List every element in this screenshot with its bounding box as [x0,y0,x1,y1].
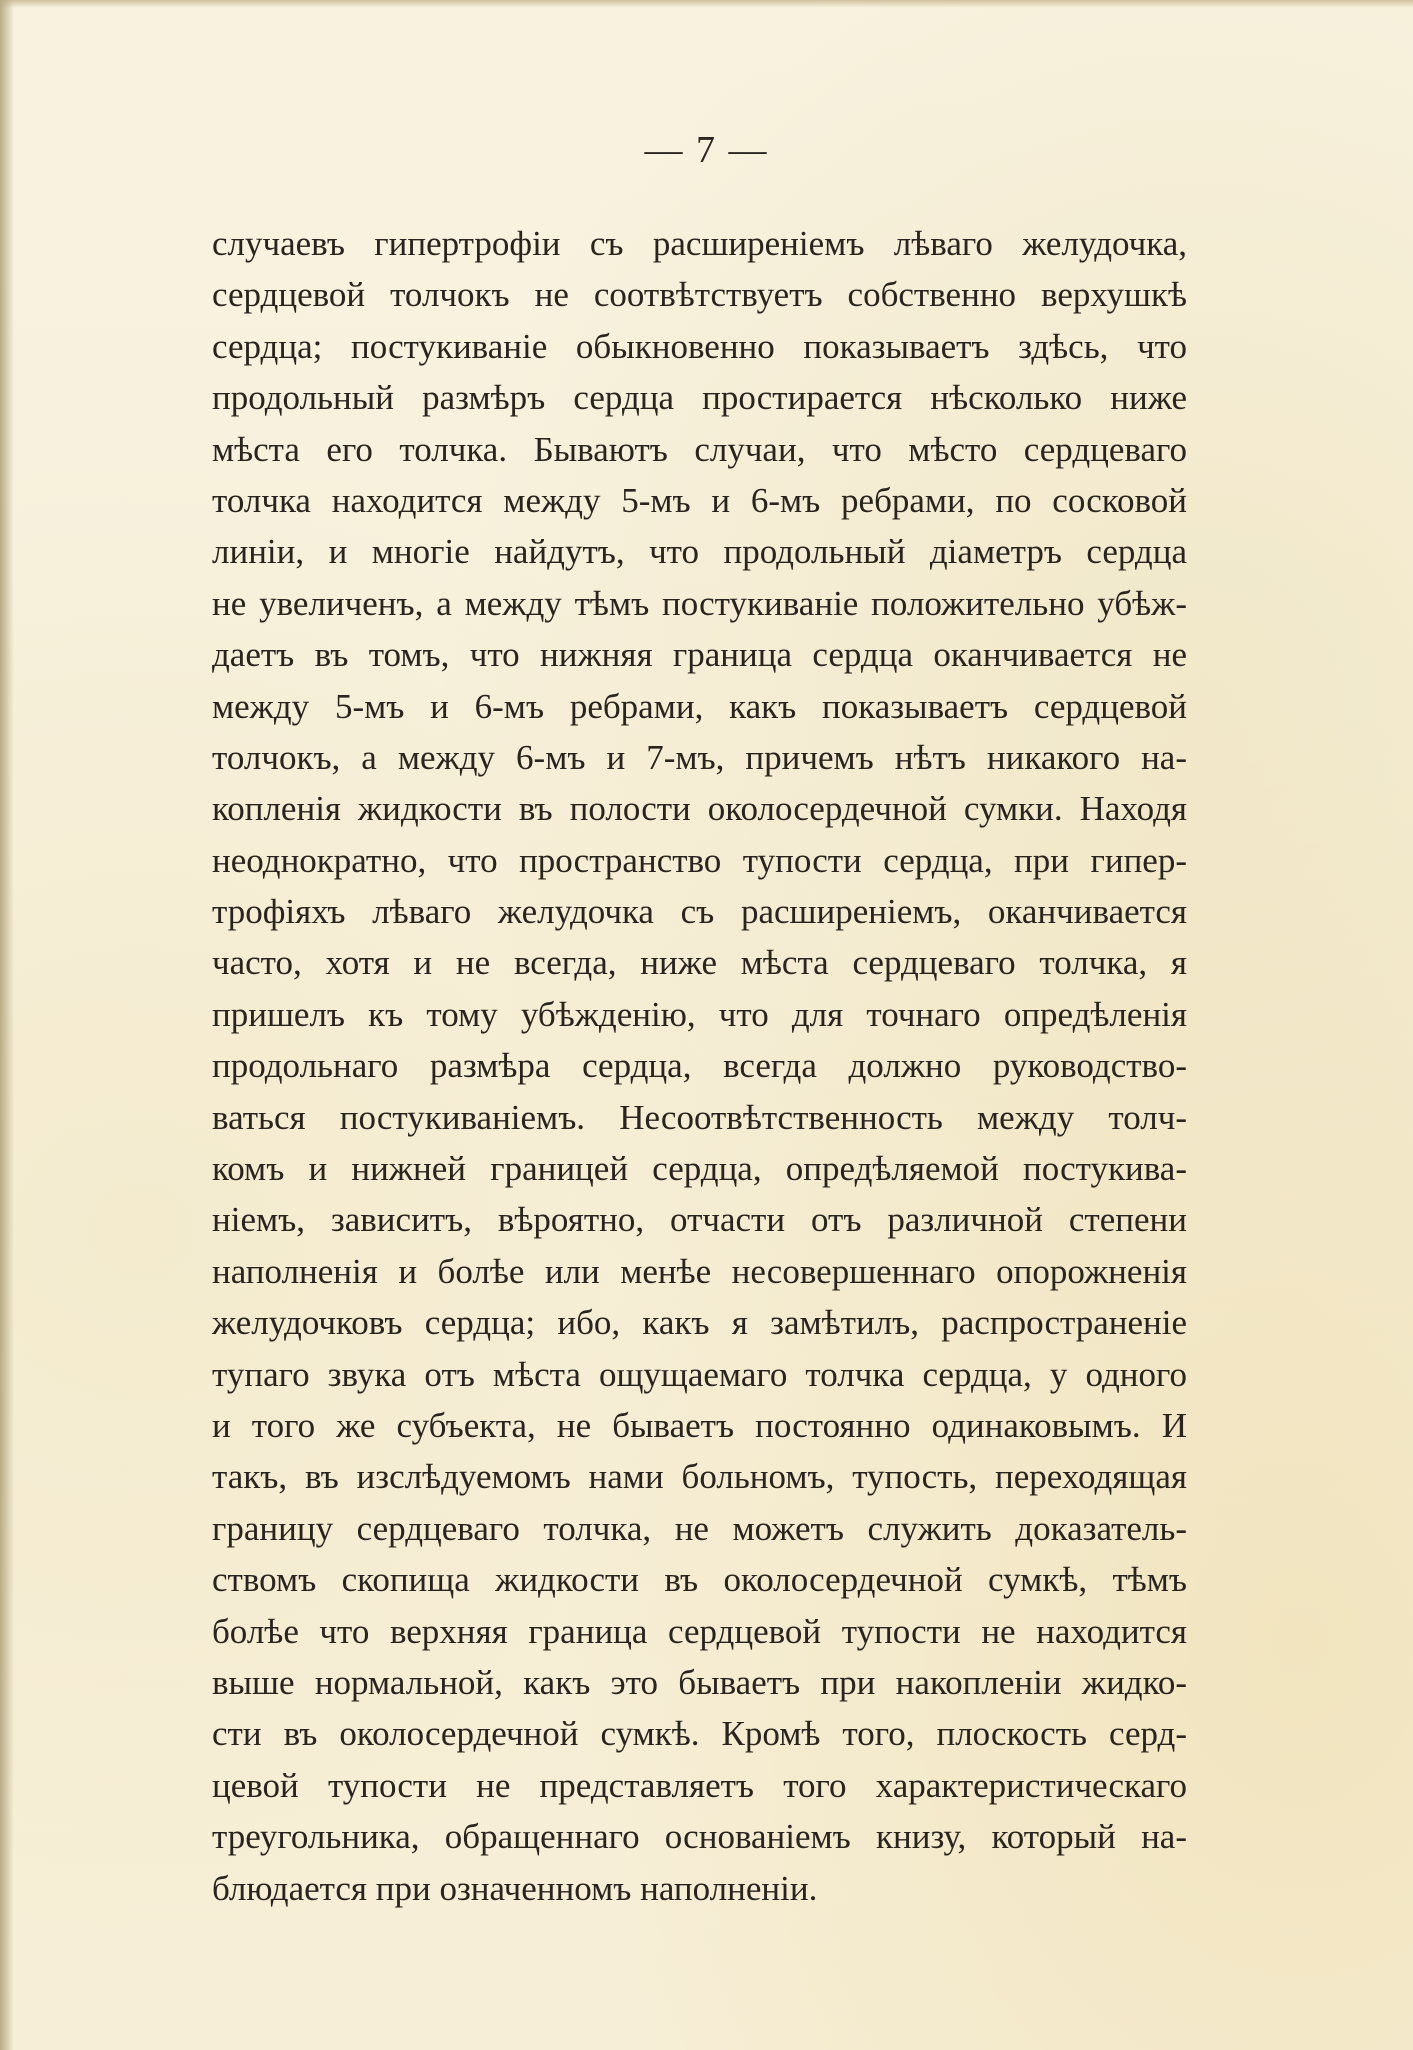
text-line: толчокъ, а между 6-мъ и 7-мъ, причемъ нѣтъ никакого на- [212,737,1187,777]
text-line: и того же субъекта, не бываетъ постоянно одинаковымъ. И [212,1405,1187,1445]
text-line: болѣе что верхняя граница сердцевой тупости не находится [212,1611,1187,1651]
text-line: трофіяхъ лѣваго желудочка съ расширеніемъ, оканчивается [212,892,1187,932]
text-line: наполненія и болѣе или менѣе несовершеннаго опорожненія [212,1251,1187,1291]
text-line: желудочковъ сердца; ибо, какъ я замѣтилъ, распространеніе [212,1303,1187,1343]
text-line: копленія жидкости въ полости околосердечной сумки. Находя [212,789,1187,829]
text-line: продольный размѣръ сердца простирается нѣсколько ниже [212,378,1187,418]
text-line: такъ, въ изслѣдуемомъ нами больномъ, тупость, переходящая [212,1457,1187,1497]
text-line: сердцевой толчокъ не соотвѣтствуетъ собственно верхушкѣ [212,275,1187,315]
page-number: — 7 — [644,129,769,171]
text-line: ствомъ скопища жидкости въ околосердечной сумкѣ, тѣмъ [212,1560,1187,1600]
text-line: линіи, и многіе найдутъ, что продольный діаметръ сердца [212,532,1187,572]
text-line: продольнаго размѣра сердца, всегда должно руководство- [212,1046,1187,1086]
text-line: не увеличенъ, а между тѣмъ постукиваніе положительно убѣж- [212,583,1187,623]
text-line: тупаго звука отъ мѣста ощущаемаго толчка сердца, у одного [212,1354,1187,1394]
text-line: цевой тупости не представляетъ того характеристическаго [212,1765,1187,1805]
text-line: ваться постукиваніемъ. Несоотвѣтственность между толч- [212,1097,1187,1137]
text-line: толчка находится между 5-мъ и 6-мъ ребрами, по сосковой [212,480,1187,520]
page-top-edge [0,0,1413,8]
text-line: комъ и нижней границей сердца, опредѣляемой постукива- [212,1149,1187,1189]
text-line: выше нормальной, какъ это бываетъ при накопленіи жидко- [212,1662,1187,1702]
body-text [212,218,1187,1914]
text-line: ніемъ, зависитъ, вѣроятно, отчасти отъ различной степени [212,1200,1187,1240]
text-line: между 5-мъ и 6-мъ ребрами, какъ показываетъ сердцевой [212,686,1187,726]
text-line: случаевъ гипертрофіи съ расширеніемъ лѣваго желудочка, [212,224,1187,263]
text-line: даетъ въ томъ, что нижняя граница сердца оканчивается не [212,635,1187,675]
text-line: мѣста его толчка. Бываютъ случаи, что мѣсто сердцеваго [212,429,1187,469]
text-line: блюдается при означенномъ наполненіи. [212,1868,818,1908]
text-line: треугольника, обращеннаго основаніемъ книзу, который на- [212,1817,1187,1857]
text-line: часто, хотя и не всегда, ниже мѣста сердцеваго толчка, я [212,943,1187,983]
text-line: пришелъ къ тому убѣжденію, что для точнаго опредѣленія [212,994,1187,1034]
text-line: сти въ околосердечной сумкѣ. Кромѣ того, плоскость серд- [212,1714,1187,1754]
text-line: сердца; постукиваніе обыкновенно показываетъ здѣсь, что [212,326,1187,366]
page-left-edge [0,0,14,2050]
text-line: неоднократно, что пространство тупости сердца, при гипер- [212,840,1187,880]
text-line: границу сердцеваго толчка, не можетъ служить доказатель- [212,1508,1187,1548]
